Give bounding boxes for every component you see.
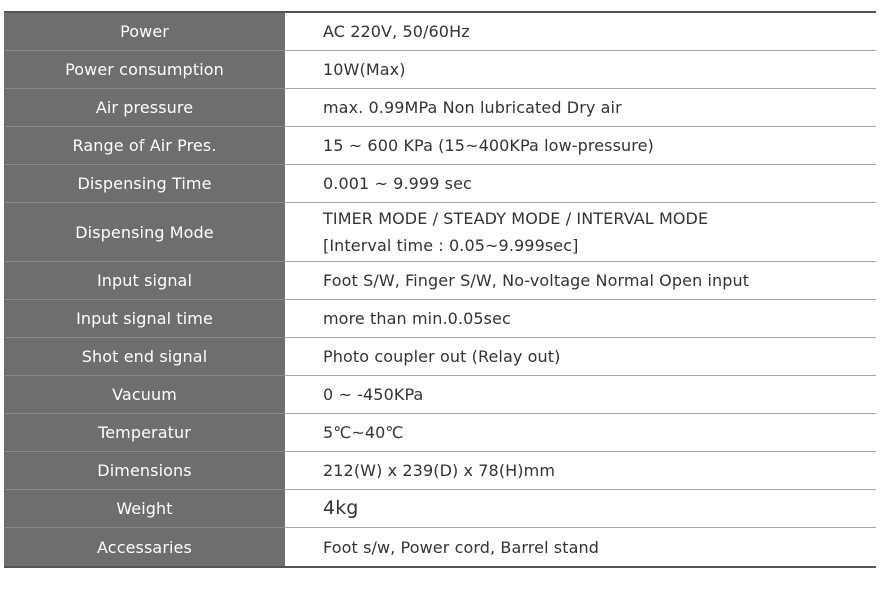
spec-value [285,262,876,299]
spec-value [285,300,876,337]
spec-row-power-consumption [4,51,876,89]
spec-value-text: Foot S/W, Finger S/W, No-voltage Normal Open input [323,271,750,290]
spec-value-text: 0.001 ~ 9.999 sec [323,174,472,193]
spec-value [285,338,876,375]
spec-value [285,13,876,50]
spec-value [285,165,876,202]
spec-row-shot-end-signal [4,338,876,376]
spec-label: Vacuum [4,376,285,414]
spec-value-text: 10W(Max) [323,60,406,79]
spec-value [285,414,876,451]
spec-row-input-signal [4,262,876,300]
spec-value-text: 4kg [323,497,359,519]
spec-label: Shot end signal [4,338,285,376]
spec-value [285,376,876,413]
spec-value-text-secondary: [Interval time : 0.05~9.999sec] [323,236,579,255]
spec-value-text: 212(W) x 239(D) x 78(H)mm [323,461,556,480]
spec-value-text: Photo coupler out (Relay out) [323,347,561,366]
spec-row-weight [4,490,876,528]
spec-label: Range of Air Pres. [4,127,285,165]
spec-label: Air pressure [4,89,285,127]
spec-value [285,51,876,88]
spec-row-power [4,13,876,51]
spec-label: Dispensing Time [4,165,285,203]
spec-value-text: 15 ~ 600 KPa (15~400KPa low-pressure) [323,136,654,155]
spec-label: Accessaries [4,528,285,566]
spec-value [285,528,876,566]
spec-value [285,452,876,489]
spec-label: Dimensions [4,452,285,490]
spec-label: Power [4,13,285,51]
spec-row-input-signal-time [4,300,876,338]
spec-value [285,203,876,261]
spec-value-text: TIMER MODE / STEADY MODE / INTERVAL MODE [323,209,709,228]
spec-value-text: max. 0.99MPa Non lubricated Dry air [323,98,622,117]
spec-row-air-pressure [4,89,876,127]
spec-label: Input signal [4,262,285,300]
spec-value-text: 0 ~ -450KPa [323,385,424,404]
spec-value-text: AC 220V, 50/60Hz [323,22,470,41]
spec-value [285,490,876,527]
spec-value-text: more than min.0.05sec [323,309,511,328]
spec-row-dispensing-time [4,165,876,203]
spec-label: Temperatur [4,414,285,452]
spec-label: Power consumption [4,51,285,89]
spec-row-dispensing-mode [4,203,876,262]
spec-row-temperatur [4,414,876,452]
spec-row-vacuum [4,376,876,414]
spec-table [4,11,876,568]
spec-value [285,127,876,164]
spec-row-range-of-air-pres [4,127,876,165]
spec-value-text: 5℃~40℃ [323,423,404,442]
spec-label: Input signal time [4,300,285,338]
spec-row-accessaries [4,528,876,566]
spec-label: Weight [4,490,285,528]
spec-label: Dispensing Mode [4,203,285,262]
spec-row-dimensions [4,452,876,490]
spec-value [285,89,876,126]
spec-value-text: Foot s/w, Power cord, Barrel stand [323,537,600,557]
